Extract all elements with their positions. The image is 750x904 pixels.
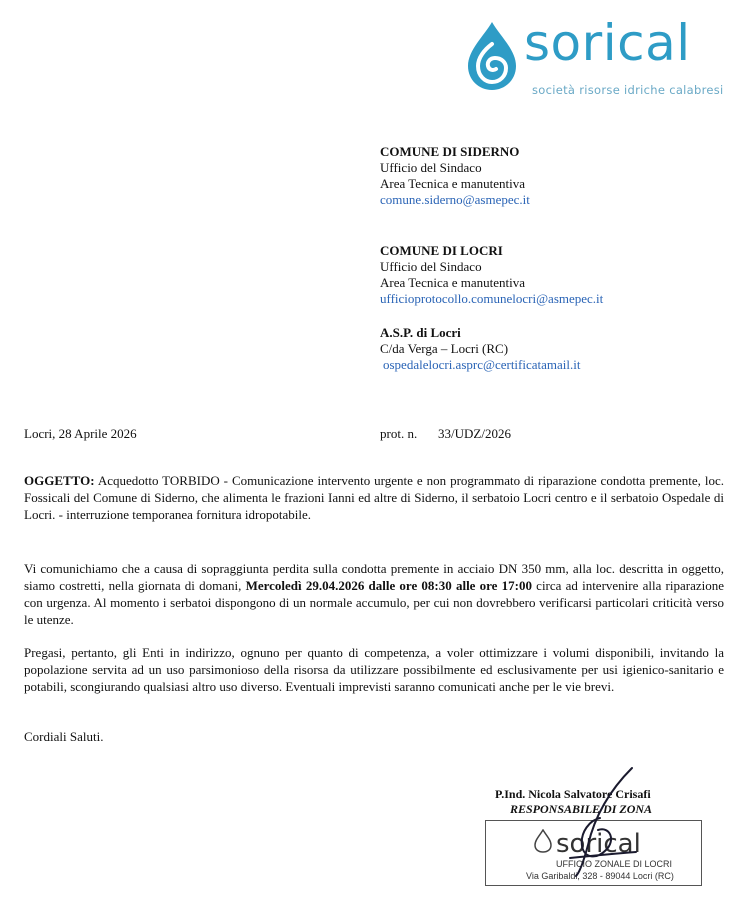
logo-brand: sorical — [524, 14, 691, 72]
body-p1-end: circa ad intervenire alla riparazione con urgenza. Al momento i serbatoi dispongono di un normale accumulo, per cui non dovrebbero verificarsi particolari criticità verso le utenze. — [24, 578, 725, 627]
subject-text-a: Acquedotto TORBIDO - — [97, 473, 229, 488]
recipient-siderno — [380, 144, 530, 208]
body-p1-schedule: Mercoledì 29.04.2026 dalle ore 08:30 alle ore 17:00 — [245, 578, 532, 593]
stamp-office: UFFICIO ZONALE DI LOCRI — [556, 859, 673, 869]
protocol-number: 33/UDZ/2026 — [438, 426, 511, 441]
recipient-email[interactable]: ufficioprotocollo.comunelocri@asmepec.it — [380, 291, 604, 306]
stamp-brand: sorical — [556, 829, 641, 859]
water-drop-icon — [462, 20, 522, 92]
recipient-email[interactable]: ospedalelocri.asprc@certificatamail.it — [383, 357, 581, 372]
recipient-line: Area Tecnica e manutentiva — [380, 275, 526, 290]
body-p1-start: Vi comunichiamo che a causa di sopraggiunta perdita sulla condotta premente in acciaio DN 350 mm, alla loc. descritta in oggetto, siamo costretti, nella giornata di domani, — [24, 561, 724, 593]
recipient-locri — [380, 243, 603, 307]
recipient-line: Ufficio del Sindaco — [380, 160, 482, 175]
recipient-line: Ufficio del Sindaco — [380, 259, 482, 274]
recipient-title: COMUNE DI LOCRI — [380, 243, 503, 258]
handwritten-signature — [540, 760, 650, 880]
closing: Cordiali Saluti. — [24, 729, 104, 744]
body-paragraph-2: Pregasi, pertanto, gli Enti in indirizzo, ognuno per quanto di competenza, a voler ottimizzare i volumi disponibili, invitando la popolazione servita ad un uso parsimonioso della risorsa da utilizzare possibilmente ed esclusivamente per usi igienico-sanitario e potabili, scongiurando qualsiasi altro uso diverso. Eventuali imprevisti saranno comunicati anche per le vie brevi. — [24, 645, 724, 694]
place-date: Locri, 28 Aprile 2026 — [24, 426, 137, 441]
sorical-logo — [462, 14, 732, 100]
subject-text-b: Comunicazione intervento urgente e non programmato di riparazione condotta premente, loc. Fossicali del Comune di Siderno, che alimenta le frazioni Ianni ed altre di Siderno, il serbatoio Locri centro e il serbatoio Ospedale di Locri. - interruzione temporanea fornitura idropotabile. — [24, 473, 724, 522]
recipient-title: COMUNE DI SIDERNO — [380, 144, 520, 159]
body-paragraph-1 — [24, 560, 724, 628]
recipient-asp — [380, 325, 581, 373]
stamp-address: Via Garibaldi, 328 - 89044 Locri (RC) — [526, 871, 674, 881]
recipient-email[interactable]: comune.siderno@asmepec.it — [380, 192, 530, 207]
protocol-label: prot. n. — [380, 426, 418, 441]
logo-tagline: società risorse idriche calabresi — [532, 83, 724, 97]
recipient-line: C/da Verga – Locri (RC) — [380, 341, 509, 356]
recipient-title: A.S.P. di Locri — [380, 325, 461, 340]
recipient-line: Area Tecnica e manutentiva — [380, 176, 526, 191]
subject-label: OGGETTO: — [24, 473, 95, 488]
subject-paragraph — [24, 472, 724, 523]
signatory-role: RESPONSABILE DI ZONA — [510, 802, 653, 816]
signatory-name: P.Ind. Nicola Salvatore Crisafi — [495, 787, 651, 801]
